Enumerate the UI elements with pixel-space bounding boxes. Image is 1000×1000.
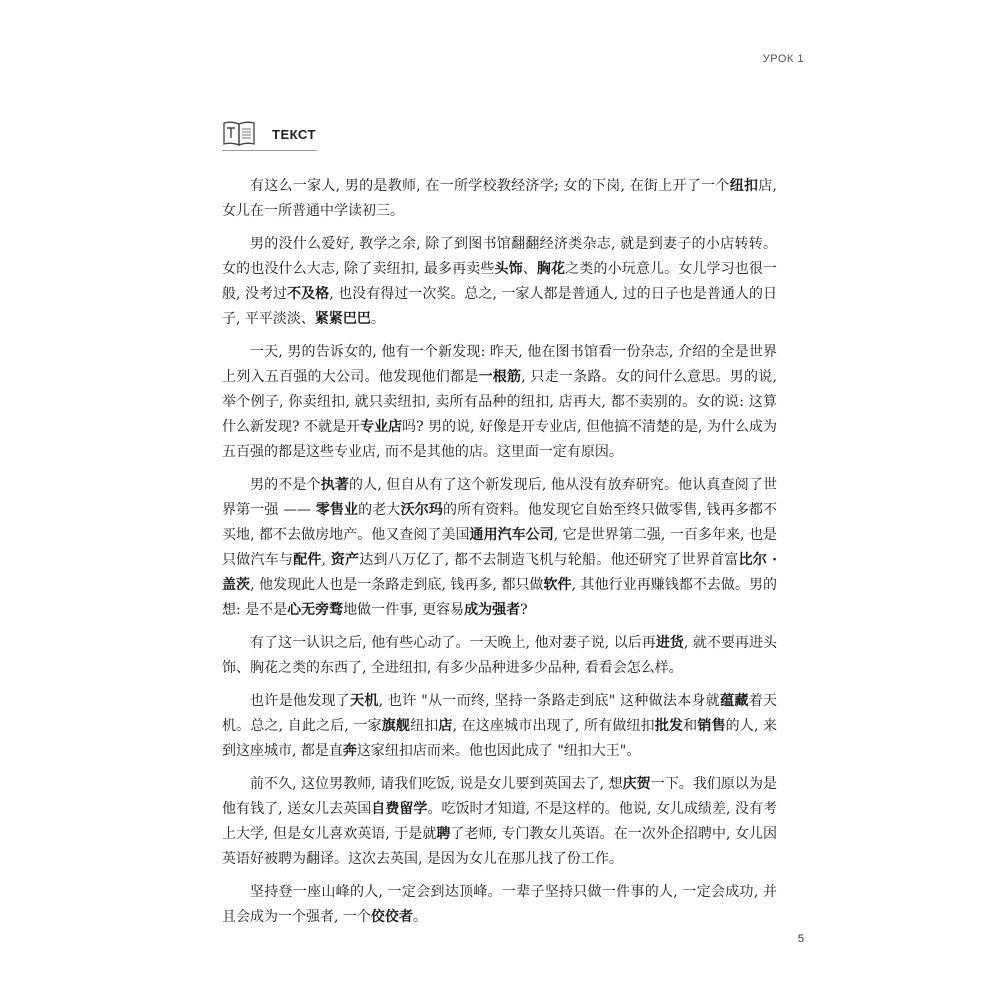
vocab-word: 批发	[654, 718, 684, 734]
text-run: 。	[370, 311, 385, 327]
text-run: 的人, 但自从有了这个新发现后, 他从没有放弃研究。他认真查阅了世界第一强 ——	[222, 477, 777, 518]
text-run: 着天机。总之, 自此之后, 一家	[222, 693, 778, 734]
text-run: ?	[520, 602, 528, 618]
vocab-word: 蕴藏	[720, 693, 749, 709]
text-run: , 就不要再进头饰、胸花之类的东西了, 全进纽扣, 有多少品种进多少品种, 看看会怎么样。	[222, 635, 778, 676]
vocab-word: 配件	[293, 552, 322, 568]
paragraph	[222, 631, 777, 681]
vocab-word: 紧紧巴巴	[314, 311, 371, 327]
text-run: 。吃饭时才知道, 不是这样的。他说, 女儿成绩差, 没有考上大学, 但是女儿喜欢英语, 于是就	[222, 801, 778, 842]
vocab-word: 销售	[697, 718, 726, 734]
text-run: 地做一件事, 更容易	[343, 602, 465, 618]
text-run: 一下。我们原以为是他有钱了, 送女儿去英国	[222, 776, 777, 817]
text-run: 的老大	[358, 502, 401, 518]
text-run: 和	[683, 718, 698, 734]
text-run: , 也许 "从一而终, 坚持一条路走到底" 这种做法本身就	[378, 693, 721, 709]
text-run: 之类的小玩意儿。女儿学习也很一般, 没考过	[222, 261, 778, 302]
paragraph	[222, 340, 777, 465]
text-run: , 只走一条路。女的问什么意思。男的说, 举个例子, 你卖纽扣, 就只卖纽扣, 卖所有品种的纽扣, 店再大, 都不卖别的。女的说: 这算什么新发现? 不就是开	[222, 369, 778, 435]
vocab-word: 进货	[655, 635, 684, 651]
vocab-word: 旗舰	[381, 718, 411, 734]
vocab-word: 不及格	[287, 286, 330, 302]
vocab-word: 专业店	[360, 419, 403, 435]
vocab-word: 沃尔玛	[400, 502, 443, 518]
vocab-word: 头饰	[494, 261, 523, 277]
text-run: 了老师, 专门教女儿英语。在一次外企招聘中, 女儿因英语好被聘为翻译。这次去英国, 是因为女儿在那儿找了份工作。	[222, 826, 777, 867]
text-run: , 它是世界第二强, 一百多年来, 也是只做汽车与	[222, 527, 778, 568]
text-run: 、	[522, 261, 537, 277]
vocab-word: 执著	[320, 477, 349, 493]
vocab-word: 一根筋	[478, 369, 522, 385]
paragraph	[222, 174, 777, 224]
text-run: , 也没有得过一次奖。总之, 一家人都是普通人, 过的日子也是普通人的日子, 平平淡淡、	[222, 286, 777, 327]
vocab-word: 心无旁骛	[287, 602, 344, 618]
vocab-word: 聘	[436, 826, 451, 842]
text-run: 。	[412, 909, 427, 925]
text-run: 坚持登一座山峰的人, 一定会到达顶峰。一辈子坚持只做一件事的人, 一定会成功, 并且会成为一个强者, 一个	[222, 884, 777, 925]
paragraph	[222, 772, 777, 872]
text-run: 的所有资料。他发现它自始至终只做零售, 钱再多都不买地, 都不去做房地产。他又查阅了美国	[222, 502, 778, 543]
section-header	[222, 120, 316, 148]
text-run: 吗? 男的说, 好像是开专业店, 但他搞不清楚的是, 为什么成为五百强的都是这些专业店, 而不是其他的店。这里面一定有原因。	[222, 419, 778, 460]
vocab-word: 奔	[342, 743, 357, 759]
text-run: ,	[321, 552, 331, 568]
paragraph	[222, 232, 777, 332]
vocab-word: 天机	[350, 693, 379, 709]
text-run: 有这么一家人, 男的是教师, 在一所学校教经济学; 女的下岗, 在街上开了一个	[250, 178, 730, 194]
text-run: 一天, 男的告诉女的, 他有一个新发现: 昨天, 他在图书馆看一份杂志, 介绍的全是世界上列入五百强的大公司。他发现他们都是	[222, 344, 777, 385]
vocab-word: 资产	[330, 552, 360, 568]
page-number: 5	[797, 933, 804, 945]
vocab-word: 零售业	[315, 502, 359, 518]
text-run: 纽扣	[410, 718, 439, 734]
text-run: 男的不是个	[250, 477, 321, 493]
book-icon	[222, 120, 256, 148]
text-run: 达到八万亿了, 都不去制造飞机与轮船。他还研究了世界首富	[359, 552, 739, 568]
text-run: 有了这一认识之后, 他有些心动了。一天晚上, 他对妻子说, 以后再	[250, 635, 656, 651]
vocab-word: 佼佼者	[370, 909, 413, 925]
vocab-word: 自费留学	[371, 801, 428, 817]
vocab-word: 胸花	[536, 261, 566, 277]
text-run: 的人, 来到这座城市, 都是直	[222, 718, 778, 759]
text-run: 店, 女儿在一所普通中学读初三。	[222, 178, 777, 219]
section-divider	[222, 150, 317, 151]
vocab-word: 纽扣	[729, 178, 759, 194]
text-run: , 他发现此人也是一条路走到底, 钱再多, 都只做	[250, 577, 544, 593]
running-head: УРОК 1	[762, 53, 804, 65]
vocab-word: 比尔 · 盖茨	[222, 552, 778, 593]
paragraph	[222, 880, 777, 930]
text-run: 前不久, 这位男教师, 请我们吃饭, 说是女儿要到英国去了, 想	[250, 776, 623, 792]
text-run: 男的没什么爱好, 教学之余, 除了到图书馆翻翻经济类杂志, 就是到妻子的小店转转。女的也没什么大志, 除了卖纽扣, 最多再卖些	[222, 236, 777, 277]
section-title: ТЕКСТ	[272, 126, 316, 142]
vocab-word: 通用汽车公司	[469, 527, 554, 543]
vocab-word: 店	[438, 718, 453, 734]
vocab-word: 软件	[543, 577, 572, 593]
vocab-word: 庆贺	[622, 776, 651, 792]
text-run: , 其他行业再赚钱都不去做。男的想: 是不是	[222, 577, 778, 618]
vocab-word: 成为强者	[464, 602, 521, 618]
text-run: 这家纽扣店而来。他也因此成了 "纽扣大王"。	[356, 743, 641, 759]
body-text	[222, 174, 777, 938]
text-run: , 在这座城市出现了, 所有做纽扣	[452, 718, 655, 734]
text-run: 也许是他发现了	[250, 693, 351, 709]
paragraph	[222, 689, 777, 764]
paragraph	[222, 473, 777, 623]
